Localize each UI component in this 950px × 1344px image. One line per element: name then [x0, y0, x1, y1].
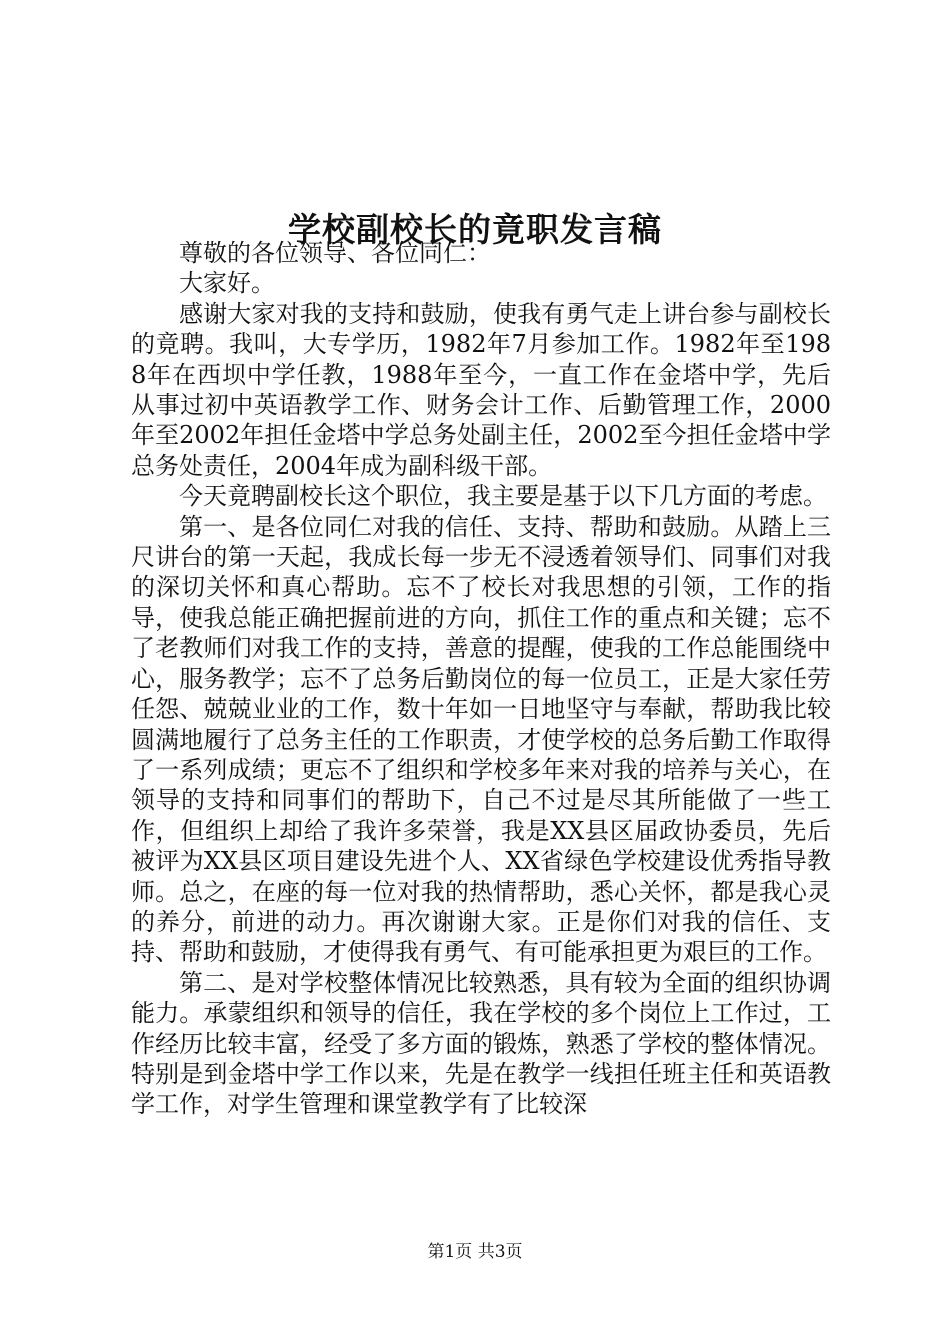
greeting-paragraph: 大家好。 [179, 269, 275, 298]
first-reason-paragraph: 第一、是各位同仁对我的信任、支持、帮助和鼓励。从踏上三尺讲台的第一天起，我成长每一步无不浸透着领导们、同事们对我的深切关怀和真心帮助。忘不了校长对我思想的引领，工作的指导，使我总能正确把握前进的方向，抓住工作的重点和关键；忘不了老教师们对我工作的支持，善意的提醒，使我的工作总能围绕中心，服务教学；忘不了总务后勤岗位的每一位员工，正是大家任劳任怨、兢兢业业的工作，数十年如一日地坚守与奉献，帮助我比较圆满地履行了总务主任的工作职责，才使学校的总务后勤工作取得了一系列成绩；更忘不了组织和学校多年来对我的培养与关心，在领导的支持和同事们的帮助下，自己不过是尽其所能做了一些工作，但组织上却给了我许多荣誉，我是XX县区届政协委员，先后被评为XX县区项目建设先进个人、XX省绿色学校建设优秀指导教师。总之，在座的每一位对我的热情帮助，悉心关怀，都是我心灵的养分，前进的动力。再次谢谢大家。正是你们对我的信任、支持、帮助和鼓励，才使得我有勇气、有可能承担更为艰巨的工作。 [131, 512, 831, 967]
introduction-paragraph: 感谢大家对我的支持和鼓励，使我有勇气走上讲台参与副校长的竟聘。我叫，大专学历，1982年7月参加工作。1982年至1988年在西坝中学任教，1988年至今，一直工作在金塔中学，先后从事过初中英语教学工作、财务会计工作、后勤管理工作，2000年至2002年担任金塔中学总务处副主任，2002至今担任金塔中学总务处责任，2004年成为副科级干部。 [131, 299, 831, 480]
second-reason-paragraph: 第二、是对学校整体情况比较熟悉，具有较为全面的组织协调能力。承蒙组织和领导的信任，我在学校的多个岗位上工作过，工作经历比较丰富，经受了多方面的锻炼，熟悉了学校的整体情况。特别是到金塔中学工作以来，先是在教学一线担任班主任和英语教学工作，对学生管理和课堂教学有了比较深 [131, 968, 831, 1119]
page-footer: 第1页 共3页 [427, 1242, 523, 1262]
document-title: 学校副校长的竟职发言稿 [288, 210, 662, 250]
salutation-paragraph: 尊敬的各位领导、各位同仁： [179, 239, 491, 267]
reason-intro-paragraph: 今天竟聘副校长这个职位，我主要是基于以下几方面的考虑。 [179, 482, 827, 511]
document-body [131, 238, 831, 1120]
